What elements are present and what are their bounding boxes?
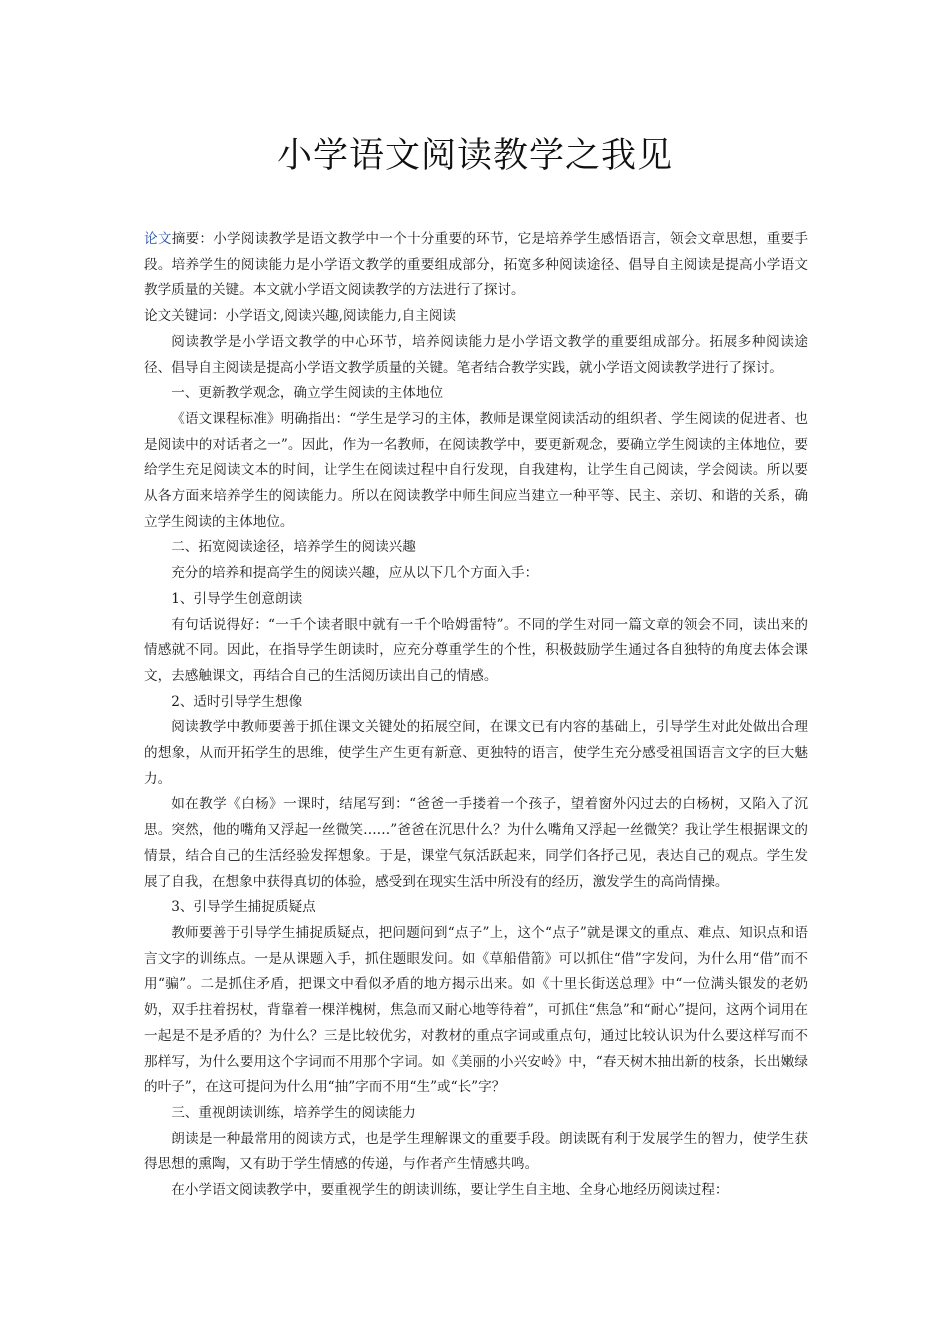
body-paragraph: 阅读教学是小学语文教学的中心环节，培养阅读能力是小学语文教学的重要组成部分。拓展多种阅读途径、倡导自主阅读是提高小学语文教学质量的关键。笔者结合教学实践，就小学语文阅读教学进行了探讨。 xyxy=(144,333,808,376)
document-title: 小学语文阅读教学之我见 xyxy=(276,136,673,176)
body-paragraph: 《语文课程标准》明确指出：“学生是学习的主体，教师是课堂阅读活动的组织者、学生阅读的促进者、也是阅读中的对话者之一”。因此，作为一名教师，在阅读教学中，要更新观念，要确立学生阅读的主体地位，要给学生充足阅读文本的时间，让学生在阅读过程中自行发现，自我建构，让学生自己阅读，学会阅读。所以要从各方面来培养学生的阅读能力。所以在阅读教学中师生间应当建立一种平等、民主、亲切、和谐的关系，确立学生阅读的主体地位。 xyxy=(144,410,808,530)
abstract-link[interactable]: 论文 xyxy=(144,231,172,247)
abstract-paragraph xyxy=(144,227,808,304)
body-paragraph: 在小学语文阅读教学中，要重视学生的朗读训练，要让学生自主地、全身心地经历阅读过程： xyxy=(171,1182,729,1199)
body-paragraph: 教师要善于引导学生捕捉质疑点，把问题问到“点子”上，这个“点子”就是课文的重点、难点、知识点和语言文字的训练点。一是从课题入手，抓住题眼发问。如《草船借箭》可以抓住“借”字发问，为什么用“借”而不用“骗”。二是抓住矛盾，把课文中看似矛盾的地方揭示出来。如《十里长街送总理》中“一位满头银发的老奶奶，双手拄着拐杖，背靠着一棵洋槐树，焦急而又耐心地等待着”，可抓住“焦急”和“耐心”提问，这两个词用在一起是不是矛盾的？为什么？三是比较优劣，对教材的重点字词或重点句，通过比较认识为什么要这样写而不那样写，为什么要用这个字词而不用那个字词。如《美丽的小兴安岭》中，“春天树木抽出新的枝条，长出嫩绿的叶子”，在这可提问为什么用“抽”字而不用“生”或“长”字？ xyxy=(144,924,808,1096)
section-heading: 二、拓宽阅读途径，培养学生的阅读兴趣 xyxy=(171,539,416,556)
body-paragraph: 朗读是一种最常用的阅读方式，也是学生理解课文的重要手段。朗读既有利于发展学生的智力，使学生获得思想的熏陶，又有助于学生情感的传递，与作者产生情感共鸣。 xyxy=(144,1130,808,1173)
section-heading: 一、更新教学观念，确立学生阅读的主体地位 xyxy=(171,385,444,402)
subsection-heading: 2、适时引导学生想像 xyxy=(171,693,303,710)
section-heading: 三、重视朗读训练，培养学生的阅读能力 xyxy=(171,1104,416,1121)
body-paragraph: 阅读教学中教师要善于抓住课文关键处的拓展空间，在课文已有内容的基础上，引导学生对此处做出合理的想象，从而开拓学生的思维，使学生产生更有新意、更独特的语言，使学生充分感受祖国语言文字的巨大魅力。 xyxy=(144,719,808,787)
body-paragraph: 充分的培养和提高学生的阅读兴趣，应从以下几个方面入手： xyxy=(171,565,539,582)
subsection-heading: 1、引导学生创意朗读 xyxy=(171,590,303,607)
body-paragraph: 有句话说得好：“一千个读者眼中就有一千个哈姆雷特”。不同的学生对同一篇文章的领会不同，读出来的情感就不同。因此，在指导学生朗读时，应充分尊重学生的个性，积极鼓励学生通过各自独特的角度去体会课文，去感触课文，再结合自己的生活阅历读出自己的情感。 xyxy=(144,616,808,684)
document-body xyxy=(144,227,808,1204)
abstract-text: 摘要：小学阅读教学是语文教学中一个十分重要的环节，它是培养学生感悟语言，领会文章思想，重要手段。培养学生的阅读能力是小学语文教学的重要组成部分，拓宽多种阅读途径、倡导自主阅读是提高小学语文教学质量的关键。本文就小学语文阅读教学的方法进行了探讨。 xyxy=(144,231,809,299)
keywords-line: 论文关键词：小学语文,阅读兴趣,阅读能力,自主阅读 xyxy=(144,308,457,325)
subsection-heading: 3、引导学生捕捉质疑点 xyxy=(171,899,316,916)
body-paragraph: 如在教学《白杨》一课时，结尾写到：“爸爸一手搂着一个孩子，望着窗外闪过去的白杨树，又陷入了沉思。突然，他的嘴角又浮起一丝微笑……”爸爸在沉思什么？为什么嘴角又浮起一丝微笑？我让学生根据课文的情景，结合自己的生活经验发挥想象。于是，课堂气氛活跃起来，同学们各抒己见，表达自己的观点。学生发展了自我，在想象中获得真切的体验，感受到在现实生活中所没有的经历，激发学生的高尚情操。 xyxy=(144,796,808,890)
